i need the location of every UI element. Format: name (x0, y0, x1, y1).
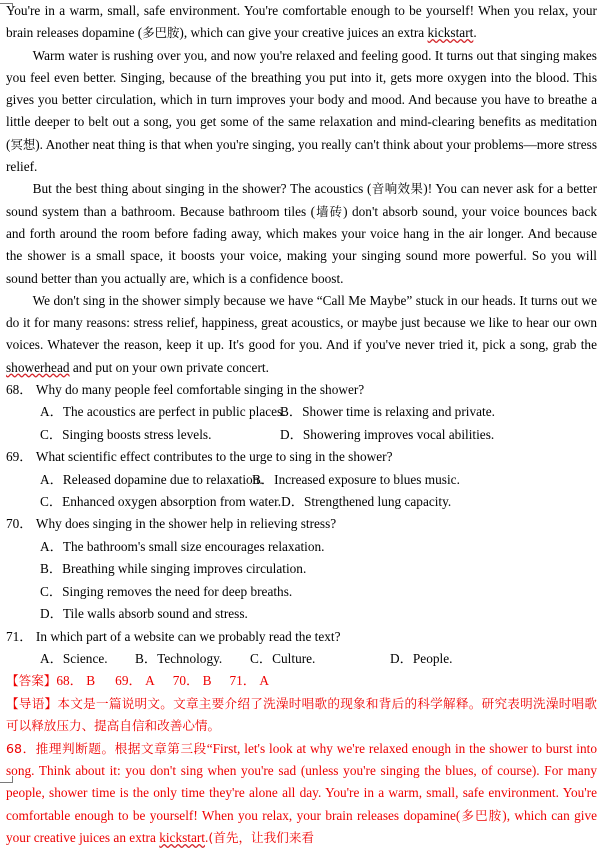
answer-70-number: 70． (172, 673, 200, 689)
option-71-C[interactable]: C．Culture. (250, 650, 316, 666)
question-71-option-row (6, 648, 597, 670)
explanation-label: 68．推理判断题。根据文章第三段 (6, 740, 207, 756)
answer-71-value: A (259, 673, 270, 689)
question-71-stem-text: In which part of a website can we probably read the text? (35, 628, 341, 644)
para1-text-middle: ), which can give your creative juices an extra (179, 25, 428, 41)
option-70-D[interactable]: D．Tile walls absorb sound and stress. (40, 606, 248, 622)
reading-passage (6, 0, 597, 379)
answer-71-number: 71． (229, 673, 257, 689)
answer-key-row (6, 670, 597, 692)
option-71-A[interactable]: A．Science. (40, 650, 108, 666)
guide-body-text: 本文是一篇说明文。文章主要介绍了洗澡时唱歌的现象和背后的科学解释。研究表明洗澡时唱歌可以释放压力、提高自信和改善心情。 (6, 695, 598, 734)
question-68-option-row-2 (6, 424, 597, 446)
crop-mark-top-left (0, 3, 13, 4)
question-68-stem-text: Why do many people feel comfortable singing in the shower? (35, 382, 365, 398)
option-69-A[interactable]: A．Released dopamine due to relaxation. (40, 471, 263, 487)
question-69-separator: ． (19, 449, 33, 465)
spellcheck-word-kickstart-red: kickstart (159, 830, 206, 846)
para3-chinese-gloss-1: 音响效果 (371, 181, 424, 197)
guide-paragraph (6, 693, 597, 738)
option-71-B[interactable]: B．Technology. (135, 650, 223, 666)
para3-text-before: But the best thing about singing in the shower? The acoustics ( (32, 181, 372, 197)
explanation-quote-open: “ (206, 740, 213, 756)
question-69 (6, 446, 597, 513)
crop-mark-bottom-left (0, 782, 13, 783)
question-68-number: 68 (6, 382, 20, 398)
question-69-number: 69 (6, 449, 20, 465)
answer-69-value: A (145, 673, 155, 689)
question-71-separator: ． (19, 628, 33, 644)
spellcheck-word-kickstart: kickstart (427, 25, 474, 41)
para4-text-before: We don't sing in the shower simply because we have “Call Me Maybe” stuck in our heads. It turns out we do it for many reasons: stress relief, happiness, great acoustics, or maybe just because we like to hear our own voices. Whatever the reason, keep it up. It's good for you. And if you've never tried it, pick a song, grab the (6, 292, 597, 353)
explanation-trailing-chinese: (首先，让我们来看 (208, 830, 315, 846)
option-70-B[interactable]: B．Breathing while singing improves circulation. (40, 561, 307, 577)
passage-paragraph-1 (6, 0, 597, 45)
question-68-stem (6, 379, 597, 401)
explanation-quote-chinese-gloss: 多巴胺 (460, 807, 503, 823)
passage-paragraph-4 (6, 290, 597, 379)
explanation-quote-part-3: . (205, 830, 209, 846)
para2-chinese-gloss: 冥想 (10, 136, 36, 152)
para1-text-before: You're in a warm, small, safe environment. You're comfortable enough to be yourself! When you relax, your brain releases dopamine ( (6, 3, 597, 41)
option-68-B[interactable]: B．Shower time is relaxing and private. (280, 404, 495, 420)
question-69-option-row-1 (6, 469, 597, 491)
question-69-stem-text: What scientific effect contributes to the urge to sing in the shower? (35, 449, 393, 465)
passage-paragraph-2 (6, 45, 597, 179)
question-70-stem-text: Why does singing in the shower help in relieving stress? (35, 516, 337, 532)
answer-label-tag: 【答案】 (6, 673, 57, 689)
option-69-B[interactable]: B．Increased exposure to blues music. (252, 471, 460, 487)
explanation-quote-part-2: ), which can give your creative juices an extra (6, 807, 597, 846)
option-68-A[interactable]: A．The acoustics are perfect in public places. (40, 404, 286, 420)
question-71-options (6, 648, 597, 670)
question-69-options (6, 469, 597, 514)
para1-chinese-gloss: 多巴胺 (142, 25, 180, 41)
question-70-options (6, 536, 597, 626)
question-68-separator: ． (19, 382, 33, 398)
question-68-option-row-1 (6, 401, 597, 423)
answer-68-number: 68． (56, 673, 83, 689)
para3-chinese-gloss-2: 墙砖 (315, 203, 344, 219)
option-69-C[interactable]: C．Enhanced oxygen absorption from water. (40, 494, 282, 510)
para4-text-after: and put on your own private concert. (69, 359, 269, 375)
answer-explanation-section (6, 670, 597, 849)
option-70-A[interactable]: A．The bathroom's small size encourages relaxation. (40, 538, 325, 554)
option-70-C[interactable]: C．Singing removes the need for deep breaths. (40, 583, 293, 599)
answer-68-value: B (86, 673, 96, 689)
para3-text-after: ) don't absorb sound, your voice bounces back and forth around the room before fading away, which makes your voice hang in the air longer. And because the shower is a small space, it boosts your voice, making your singing sound more powerful. So you will sound better than you actually are, which is a confidence boost. (6, 203, 597, 286)
question-70-separator: ． (19, 516, 33, 532)
question-71 (6, 626, 597, 671)
option-71-D[interactable]: D．People. (390, 650, 453, 666)
para3-text-middle: )! You can never ask for a better sound system than a bathroom. Because bathroom tiles ( (6, 181, 598, 219)
question-70-number: 70 (6, 516, 20, 532)
question-70 (6, 513, 597, 625)
question-70-stem (6, 513, 597, 535)
spellcheck-word-showerhead: showerhead (6, 359, 70, 375)
option-68-D[interactable]: D．Showering improves vocal abilities. (280, 426, 495, 442)
explanation-quote-part-1: First, let's look at why we're relaxed enough in the shower to burst into song. Think about it: you don't sing when you're sad (unless you're singing the blues, of course). For many people, shower time is the only time they're alone all day. You're in a warm, small, safe environment. You're comfortable enough to be yourself! When you relax, your brain releases dopamine( (6, 740, 597, 823)
question-71-stem (6, 626, 597, 648)
explanation-paragraph (6, 738, 597, 850)
question-69-stem (6, 446, 597, 468)
option-68-C[interactable]: C．Singing boosts stress levels. (40, 426, 212, 442)
question-69-option-row-2 (6, 491, 597, 513)
question-68 (6, 379, 597, 446)
guide-label-tag: 【导语】 (6, 695, 58, 711)
passage-paragraph-3 (6, 178, 597, 289)
question-71-number: 71 (6, 628, 20, 644)
para2-text-before: Warm water is rushing over you, and now you're relaxed and feeling good. It turns out that singing makes you feel even better. Singing, because of the breathing you put into it, gets more oxygen into the blood. This gives you better circulation, which in turn improves your body and mood. And because you have to breathe a little deeper to belt out a song, you get some of the same relaxation and mind-clearing benefits as meditation ( (6, 47, 597, 152)
option-69-D[interactable]: D．Strengthened lung capacity. (281, 494, 452, 510)
para2-text-after: ). Another neat thing is that when you're singing, you really can't think about your problems—more stress relief. (6, 136, 597, 175)
answer-70-value: B (202, 673, 212, 689)
answer-69-number: 69． (115, 673, 142, 689)
para1-text-after: . (473, 25, 477, 41)
question-68-options (6, 401, 597, 446)
